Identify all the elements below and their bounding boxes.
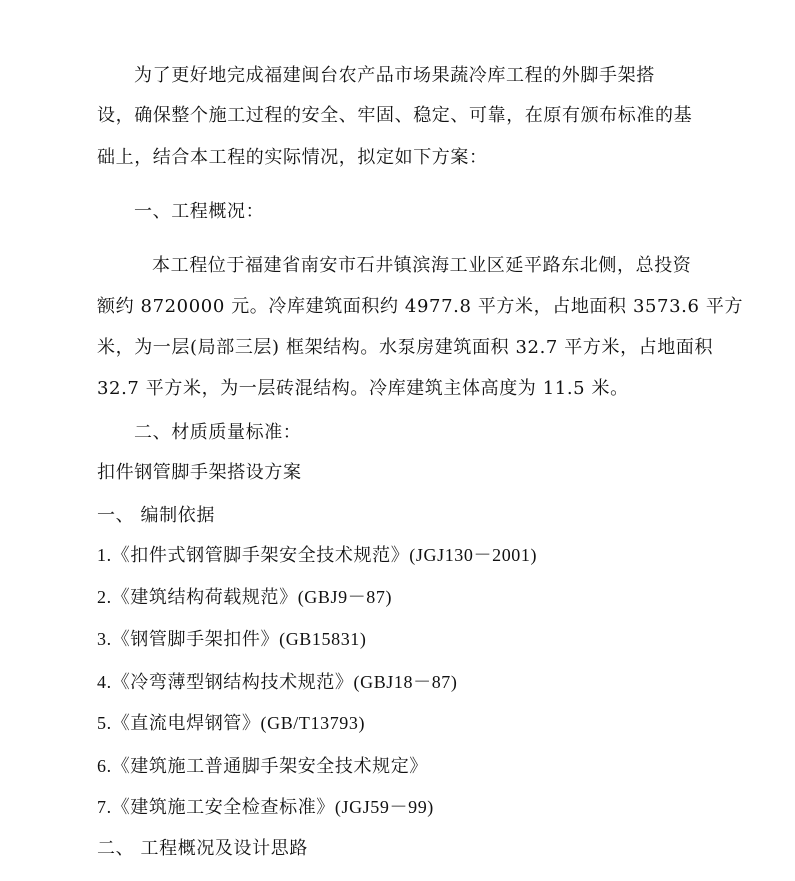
overview-line-4: 32.7 平方米，为一层砖混结构。冷库建筑主体高度为 11.5 米。 <box>97 378 629 399</box>
design-overview-heading: 二、 工程概况及设计思路 <box>97 838 308 859</box>
intro-line-3: 础上，结合本工程的实际情况，拟定如下方案： <box>97 147 488 168</box>
intro-line-1: 为了更好地完成福建闽台农产品市场果蔬冷库工程的外脚手架搭 <box>134 65 655 86</box>
basis-item-7: 7.《建筑施工安全检查标准》(JGJ59－99) <box>97 797 434 817</box>
overview-line-3: 米，为一层(局部三层) 框架结构。水泵房建筑面积 32.7 平方米，占地面积 <box>97 337 714 358</box>
intro-line-2: 设，确保整个施工过程的安全、牢固、稳定、可靠，在原有颁布标准的基 <box>97 105 693 126</box>
basis-heading: 一、 编制依据 <box>97 505 215 526</box>
basis-item-5: 5.《直流电焊钢管》(GB/T13793) <box>97 713 366 733</box>
plan-title: 扣件钢管脚手架搭设方案 <box>97 462 302 483</box>
section-heading-material-standard: 二、材质质量标准： <box>134 422 302 443</box>
basis-item-6: 6.《建筑施工普通脚手架安全技术规定》 <box>97 756 428 776</box>
basis-item-3: 3.《钢管脚手架扣件》(GB15831) <box>97 629 367 649</box>
section-heading-project-overview: 一、工程概况： <box>134 201 265 222</box>
basis-item-2: 2.《建筑结构荷载规范》(GBJ9－87) <box>97 587 393 607</box>
basis-item-1: 1.《扣件式钢管脚手架安全技术规范》(JGJ130－2001) <box>97 545 538 565</box>
basis-item-4: 4.《冷弯薄型钢结构技术规范》(GBJ18－87) <box>97 672 458 692</box>
overview-line-2: 额约 8720000 元。冷库建筑面积约 4977.8 平方米，占地面积 3573.6 平方 <box>97 296 744 317</box>
overview-line-1: 本工程位于福建省南安市石井镇滨海工业区延平路东北侧，总投资 <box>152 255 692 276</box>
